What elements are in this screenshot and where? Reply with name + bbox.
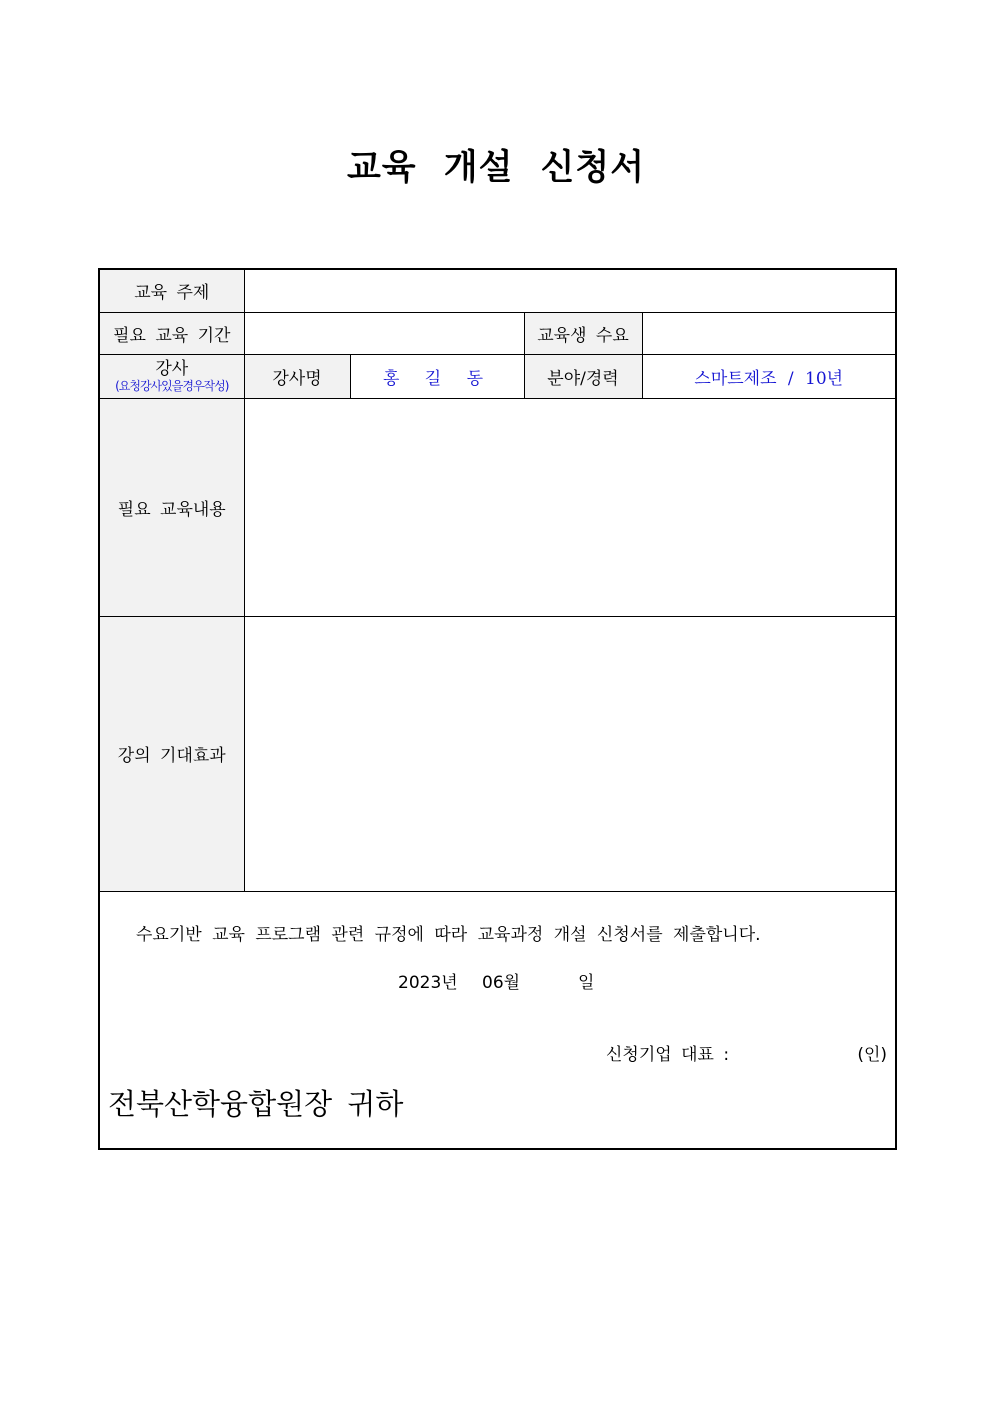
row-footer <box>99 891 896 1149</box>
instructor-label-cell <box>99 354 244 398</box>
instructor-label: 강사 <box>155 359 189 379</box>
period-input-cell[interactable] <box>244 312 524 354</box>
seal-mark: (인) <box>857 1044 887 1065</box>
row-effect <box>99 616 896 891</box>
topic-input-cell[interactable] <box>244 269 896 312</box>
row-content <box>99 398 896 616</box>
instructor-name-label: 강사명 <box>244 354 350 398</box>
instructor-name-value[interactable]: 홍 길 동 <box>350 354 524 398</box>
period-label: 필요 교육 기간 <box>99 312 244 354</box>
field-career-label: 분야/경력 <box>524 354 642 398</box>
demand-input-cell[interactable] <box>642 312 896 354</box>
signer-label: 신청기업 대표 : <box>606 1044 730 1065</box>
application-form-table <box>98 268 897 1150</box>
effect-input-cell[interactable] <box>244 616 896 891</box>
demand-label: 교육생 수요 <box>524 312 642 354</box>
date-month[interactable]: 06월 <box>482 972 521 993</box>
effect-label: 강의 기대효과 <box>99 616 244 891</box>
document-title: 교육 개설 신청서 <box>346 147 646 188</box>
footer-cell <box>99 891 896 1149</box>
addressee: 전북산학융합원장 귀하 <box>108 1086 404 1121</box>
date-day[interactable]: 일 <box>578 972 595 993</box>
submission-statement: 수요기반 교육 프로그램 관련 규정에 따라 교육과정 개설 신청서를 제출합니다. <box>136 924 761 945</box>
instructor-note: (요청강사있을경우작성) <box>115 379 229 393</box>
topic-label: 교육 주제 <box>99 269 244 312</box>
content-label: 필요 교육내용 <box>99 398 244 616</box>
row-instructor <box>99 354 896 398</box>
row-topic <box>99 269 896 312</box>
row-period <box>99 312 896 354</box>
content-input-cell[interactable] <box>244 398 896 616</box>
application-date <box>398 968 594 993</box>
date-year[interactable]: 2023년 <box>398 972 458 993</box>
field-career-value[interactable]: 스마트제조 / 10년 <box>642 354 896 398</box>
